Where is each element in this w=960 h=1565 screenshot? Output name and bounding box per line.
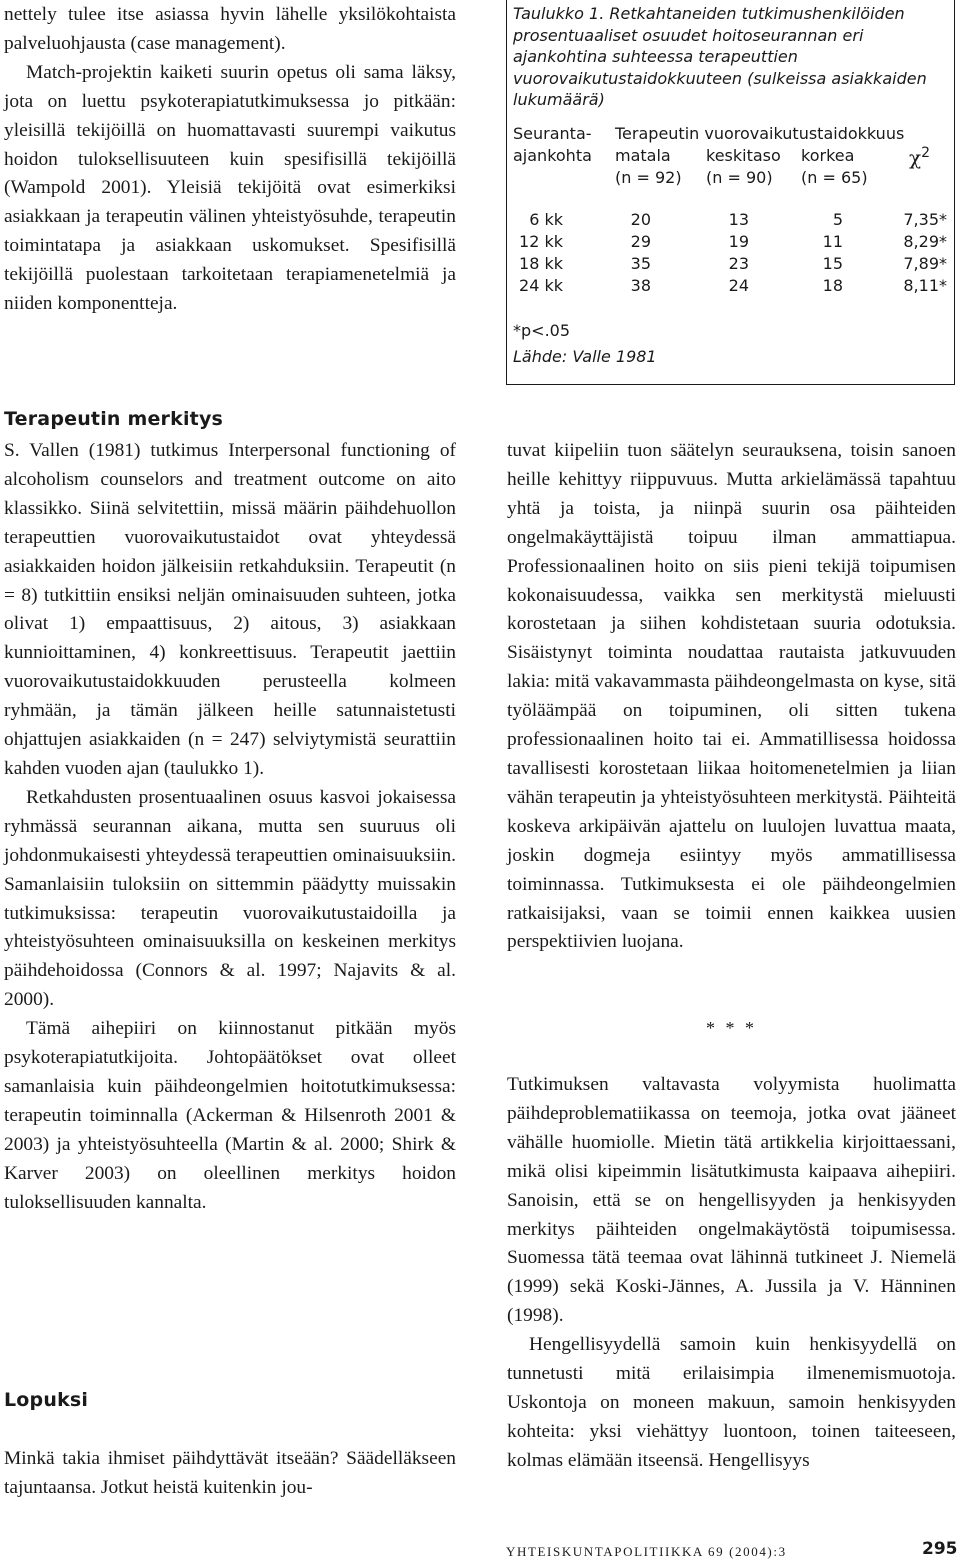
table-col-header-korkea: korkea [801, 146, 855, 165]
table-1 [506, 0, 955, 385]
table-col-n-korkea: (n = 65) [801, 168, 868, 187]
right-text-2 [507, 1071, 956, 1476]
table-row-1-korkea: 11 [822, 232, 843, 251]
table-row-3-korkea: 18 [822, 276, 843, 295]
paragraph: Minkä takia ihmiset päihdyttävät itseään? Säädelläkseen tajuntaansa. Jotkut heistä kuitenkin jou- [4, 1448, 456, 1498]
table-row-1-time: 12 kk [519, 232, 563, 251]
table-row-2-chi: 7,89* [903, 254, 947, 273]
table-col-header-keskitaso: keskitaso [706, 146, 781, 165]
table-group-header: Terapeutin vuorovaikutustaidokkuus [615, 124, 905, 143]
table-row-0-time: 6 kk [529, 210, 563, 229]
table-row-0-keskitaso: 13 [728, 210, 749, 229]
page-number: 295 [922, 1539, 958, 1559]
chi-symbol: χ [909, 145, 922, 170]
section-heading-terapeutin-merkitys: Terapeutin merkitys [4, 408, 224, 430]
paragraph: tuvat kiipeliin tuon säätelyn seurauksena, toisin sanoen heille kehittyy riippuvuus. Mutta arkielämässä tapahtuu yhtä ja toista, ja niinpä suurin osa päihteiden ongelmakäyttäjistä toipuu ilman ammattiapua. Professionaalinen hoito on siis pieni tekijä toipumisen kokonaisuudessa, vaikka sen merkitystä mieluusti korostetaan ja siihen kohdistetaan suuria odotuksia. Sisäistynyt toiminta noudattaa rautaista jatkuvuuden lakia: mitä vakavammasta päihdeongelmasta on kyse, sitä työläämpää on toipuminen, oli sitten tukena professionaalinen hoito tai ei. Ammatillisessa hoidossa tavallisesti korostetaan liikaa hoitomenetelmien ja liian vähän terapeutin ja yhteistyösuhteen merkitystä. Päihteitä koskeva arkipäivän ajattelu on luulojen luvattua maata, joskin dogmeja esiintyy myös ammatillisessa toiminnassa. Tutkimuksesta ei ole päihdeongelmien ratkaisijaksi, vaan se toimii ennen kaikkea uusien perspektiivien luojana. [507, 440, 956, 953]
left-section-1-text [4, 437, 456, 1217]
chi-exponent: 2 [921, 145, 931, 161]
paragraph: Match-projektin kaiketi suurin opetus oli sama läksy, jota on luettu psykoterapiatutkimuksessa jo pitkään: yleisillä tekijöillä on huomattavasti suurempi vaikutus hoidon tuloksellisuuteen kuin spesifisillä tekijöillä (Wampold 2001). Yleisiä tekijöitä ovat esimerkiksi asiakkaan ja terapeutin välinen yhteistyösuhde, terapeutin toimintatapa ja asiakkaan uskomukset. Spesifisillä tekijöillä puolestaan tarkoitetaan terapiamenetelmiä ja niiden komponentteja. [4, 61, 456, 315]
table-col0-header-line1: Seuranta- [513, 124, 592, 143]
table-row-3-keskitaso: 24 [728, 276, 749, 295]
right-text-1 [507, 437, 956, 957]
paragraph: Tämä aihepiiri on kiinnostanut pitkään myös psykoterapiatutkijoita. Johtopäätökset ovat olleet samanlaisia kuin päihdeongelmien hoitotutkimuksessa: terapeutin toiminnalla (Ackerman & Hilsenroth 2001 & 2003) ja yhteistyösuhteella (Martin & al. 2000; Shirk & Karver 2003) on oleellinen merkitys hoidon tuloksellisuuden kannalta. [4, 1018, 456, 1213]
journal-footer: YHTEISKUNTAPOLITIIKKA 69 (2004):3 [506, 1544, 787, 1559]
table-source: Lähde: Valle 1981 [513, 347, 657, 366]
table-row-3-time: 24 kk [519, 276, 563, 295]
table-chi-header [909, 143, 930, 169]
table-col-n-matala: (n = 92) [615, 168, 682, 187]
table-caption: Taulukko 1. Retkahtaneiden tutkimushenkilöiden prosentuaaliset osuudet hoitoseurannan eri ajankohtina suhteessa terapeuttien vuorovaikutustaidokkuuteen (sulkeissa asiakkaiden lukumäärä) [513, 4, 927, 109]
paragraph: nettely tulee itse asiassa hyvin lähelle yksilökohtaista palveluohjausta (case management). [4, 4, 456, 54]
table-note: *p<.05 [513, 321, 571, 340]
table-row-1-chi: 8,29* [903, 232, 947, 251]
paragraph: S. Vallen (1981) tutkimus Interpersonal functioning of alcoholism counselors and treatment outcome on aito klassikko. Siinä selvitettiin, missä määrin päihdehuollon terapeuttien vuorovaikutustaidot ovat yhteydessä asiakkaiden hoidon jälkeisiin retkahduksiin. Terapeutit (n = 8) tutkittiin ensiksi neljän ominaisuuden suhteen, jotka olivat 1) empaattisuus, 2) aitous, 3) asiakkaan kunnioittaminen, 4) konkreettisuus. Terapeutit jaettiin vuorovaikutustaidokkuuden perusteella kolmeen ryhmään, ja tämän jälkeen heille satunnaistetusti ohjattujen asiakkaiden (n = 247) selviytymistä seurattiin kahden vuoden ajan (taulukko 1). [4, 440, 456, 779]
table-row-0-matala: 20 [630, 210, 651, 229]
table-col-n-keskitaso: (n = 90) [706, 168, 773, 187]
table-row-3-matala: 38 [630, 276, 651, 295]
table-row-3-chi: 8,11* [903, 276, 947, 295]
table-col-header-matala: matala [615, 146, 671, 165]
paragraph: Tutkimuksen valtavasta volyymista huolimatta päihdeproblematiikassa on teemoja, jotka ovat jääneet vähälle huomiolle. Mietin tätä artikkelia kirjoittaessani, mikä olisi kipeimmin lisätutkimusta kaipaava aihepiiri. Sanoisin, että se on hengellisyyden ja henkisyyden merkitys päihteiden ongelmakäytöstä toipumisessa. Suomessa tätä teemaa ovat lähinnä tutkineet J. Niemelä (1999) sekä Koski-Jännes, A. Jussila ja V. Hänninen (1998). [507, 1074, 956, 1327]
table-row-0-korkea: 5 [832, 210, 843, 229]
paragraph: Hengellisyydellä samoin kuin henkisyydellä on tunnetusti mitä erilaisimpia ilmenemismuotoja. Uskontoja on moneen makuun, samoin henkisyyden kohteita: yksi viehättyy luontoon, toinen taiteeseen, kolmas elämään itseensä. Hengellisyys [507, 1334, 956, 1471]
table-row-0-chi: 7,35* [903, 210, 947, 229]
table-row-1-matala: 29 [630, 232, 651, 251]
table-row-2-keskitaso: 23 [728, 254, 749, 273]
paragraph: Retkahdusten prosentuaalinen osuus kasvoi jokaisessa ryhmässä seurannan aikana, mutta sen suuruus oli johdonmukaisesti yhteydessä terapeuttien ominaisuuksiin. Samanlaisiin tuloksiin on sittemmin päädytty muissakin tutkimuksissa: terapeutin vuorovaikutustaidoilla ja yhteistyösuhteen ominaisuuksilla on keskeinen merkitys päihdehoidossa (Connors & al. 1997; Najavits & al. 2000). [4, 786, 456, 1011]
left-section-2-text [4, 1445, 456, 1503]
table-col0-header-line2: ajankohta [513, 146, 592, 165]
table-row-2-time: 18 kk [519, 254, 563, 273]
left-top-text [4, 1, 456, 319]
section-separator: * * * [706, 1018, 757, 1038]
table-row-2-matala: 35 [630, 254, 651, 273]
section-heading-lopuksi: Lopuksi [4, 1389, 89, 1411]
table-row-2-korkea: 15 [822, 254, 843, 273]
table-row-1-keskitaso: 19 [728, 232, 749, 251]
